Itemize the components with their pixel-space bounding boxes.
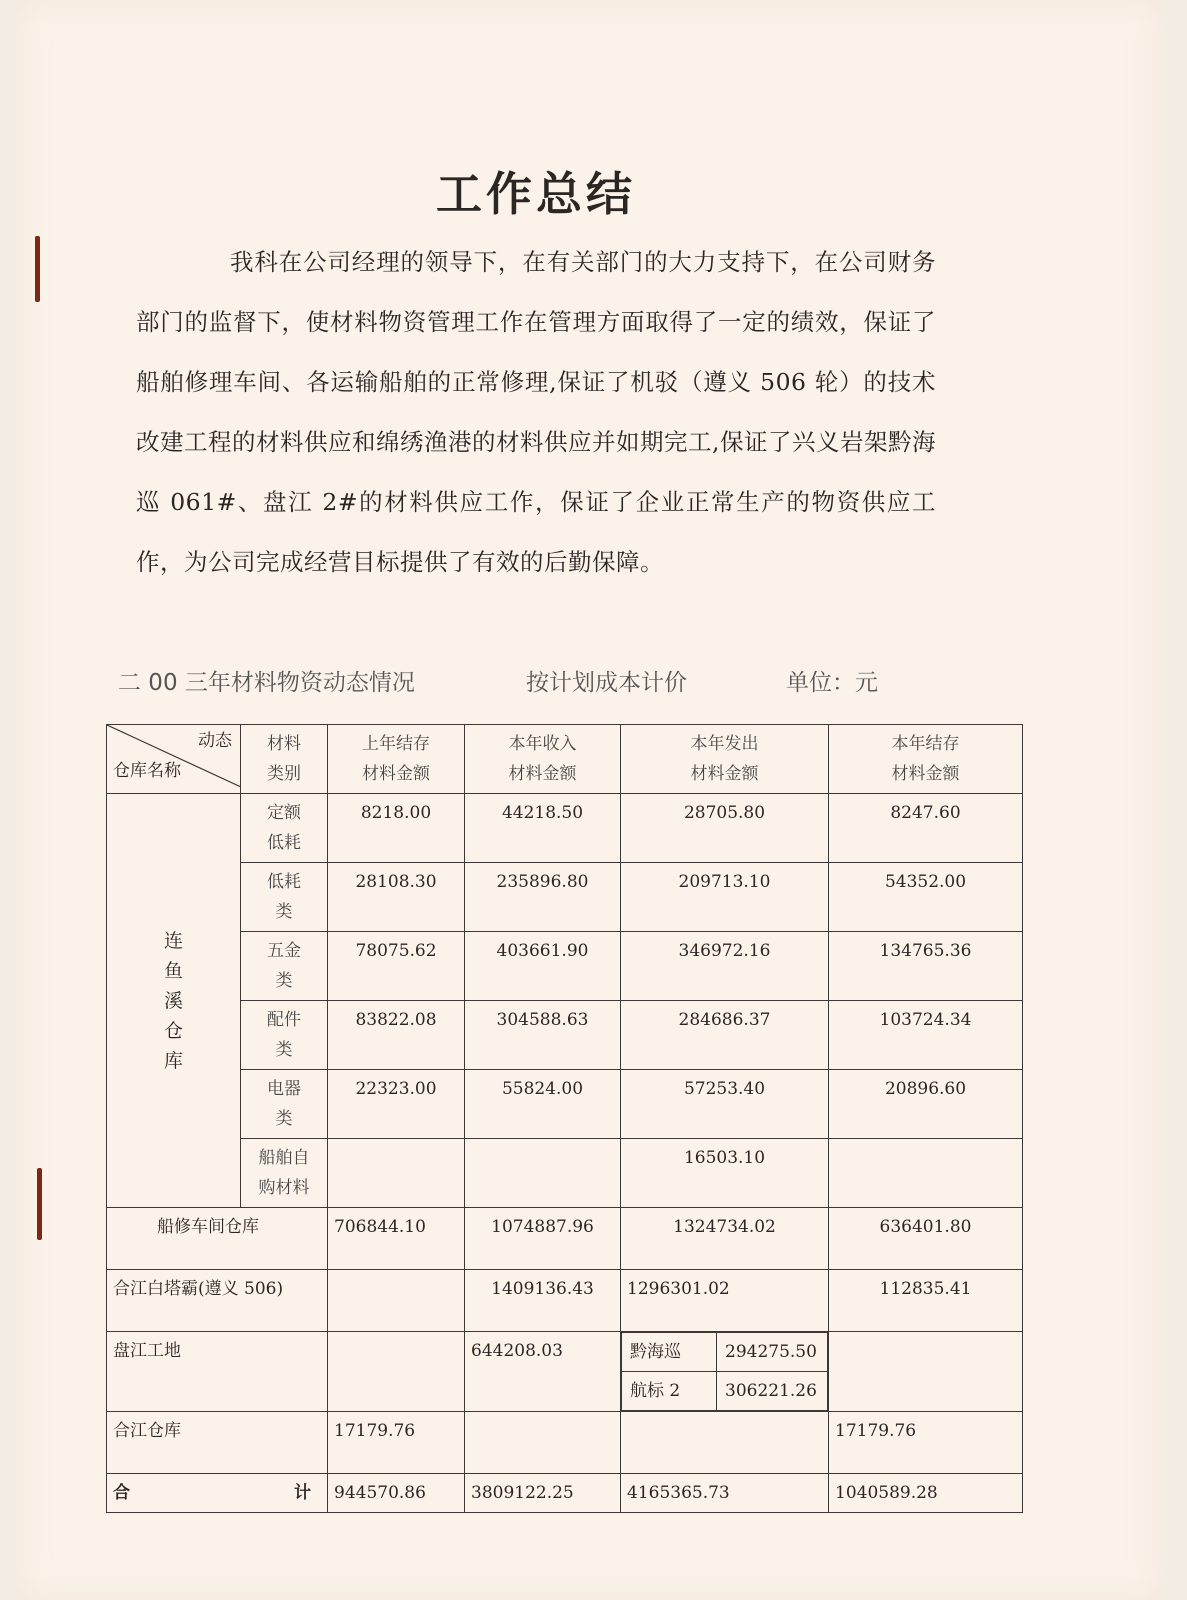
table-caption: 二 00 三年材料物资动态情况 <box>118 670 415 696</box>
table-row <box>107 1001 1023 1070</box>
total-issued: 4165365.73 <box>621 1474 829 1513</box>
issued-cell: 346972.16 <box>621 932 829 1001</box>
table-row <box>107 1139 1023 1208</box>
table-row <box>107 932 1023 1001</box>
prev-balance-cell: 28108.30 <box>328 863 465 932</box>
income-cell: 235896.80 <box>465 863 621 932</box>
split-label: 黔海巡 <box>622 1333 717 1372</box>
balance-cell: 54352.00 <box>829 863 1023 932</box>
income-cell: 644208.03 <box>465 1332 621 1412</box>
prev-balance-cell: 17179.76 <box>328 1412 465 1474</box>
unit-note: 单位：元 <box>786 670 878 696</box>
issued-cell: 209713.10 <box>621 863 829 932</box>
issued-cell: 1324734.02 <box>621 1208 829 1270</box>
income-cell: 55824.00 <box>465 1070 621 1139</box>
balance-cell: 112835.41 <box>829 1270 1023 1332</box>
prev-balance-cell: 78075.62 <box>328 932 465 1001</box>
income-cell: 1409136.43 <box>465 1270 621 1332</box>
warehouse-name: 船修车间仓库 <box>107 1208 328 1270</box>
header-warehouse-label: 仓库名称 <box>113 761 181 781</box>
category-cell: 船舶自 购材料 <box>241 1139 328 1208</box>
prev-balance-cell: 22323.00 <box>328 1070 465 1139</box>
issued-cell <box>621 1412 829 1474</box>
split-row <box>622 1333 828 1372</box>
category-cell: 配件 类 <box>241 1001 328 1070</box>
split-label: 航标 2 <box>622 1372 717 1411</box>
table-row <box>107 1332 1023 1412</box>
table-row <box>107 1412 1023 1474</box>
income-cell: 1074887.96 <box>465 1208 621 1270</box>
balance-cell: 8247.60 <box>829 794 1023 863</box>
total-prev: 944570.86 <box>328 1474 465 1513</box>
total-row <box>107 1474 1023 1513</box>
category-cell: 定额 低耗 <box>241 794 328 863</box>
header-balance: 本年结存 材料金额 <box>829 725 1023 794</box>
table-row <box>107 863 1023 932</box>
pricing-note: 按计划成本计价 <box>526 670 687 696</box>
split-value: 306221.26 <box>717 1372 828 1411</box>
paragraph-text: 我科在公司经理的领导下，在有关部门的大力支持下，在公司财务部门的监督下，使材料物资管理工作在管理方面取得了一定的绩效，保证了船舶修理车间、各运输船舶的正常修理,保证了机驳（遵义 506 轮）的技术改建工程的材料供应和绵绣渔港的材料供应并如期完工,保证了兴义岩架黔海巡 061#、盘江 2#的材料供应工作，保证了企业正常生产的物资供应工作，为公司完成经营目标提供了有效的后勤保障。 <box>136 248 936 576</box>
prev-balance-cell <box>328 1332 465 1412</box>
split-value: 294275.50 <box>717 1333 828 1372</box>
issued-cell: 16503.10 <box>621 1139 829 1208</box>
header-prev-balance: 上年结存 材料金额 <box>328 725 465 794</box>
staple-mark-bottom <box>37 1168 42 1240</box>
prev-balance-cell: 8218.00 <box>328 794 465 863</box>
income-cell: 44218.50 <box>465 794 621 863</box>
header-row <box>107 725 1023 794</box>
total-balance: 1040589.28 <box>829 1474 1023 1513</box>
income-cell <box>465 1139 621 1208</box>
issued-split-table <box>621 1332 828 1411</box>
warehouse-lianyuxi: 连鱼溪仓库 <box>107 794 241 1208</box>
total-income: 3809122.25 <box>465 1474 621 1513</box>
balance-cell: 20896.60 <box>829 1070 1023 1139</box>
issued-cell: 28705.80 <box>621 794 829 863</box>
prev-balance-cell: 706844.10 <box>328 1208 465 1270</box>
category-cell: 五金 类 <box>241 932 328 1001</box>
table-row <box>107 1270 1023 1332</box>
issued-cell: 284686.37 <box>621 1001 829 1070</box>
header-motion-label: 动态 <box>198 731 232 751</box>
balance-cell <box>829 1332 1023 1412</box>
warehouse-name: 合江仓库 <box>107 1412 328 1474</box>
header-diagonal-cell <box>107 725 241 794</box>
header-issued: 本年发出 材料金额 <box>621 725 829 794</box>
category-cell: 低耗 类 <box>241 863 328 932</box>
table-row <box>107 794 1023 863</box>
prev-balance-cell <box>328 1270 465 1332</box>
balance-cell: 17179.76 <box>829 1412 1023 1474</box>
issued-cell: 57253.40 <box>621 1070 829 1139</box>
header-category: 材料 类别 <box>241 725 328 794</box>
income-cell <box>465 1412 621 1474</box>
balance-cell: 636401.80 <box>829 1208 1023 1270</box>
material-table <box>106 724 1023 1513</box>
income-cell: 403661.90 <box>465 932 621 1001</box>
balance-cell <box>829 1139 1023 1208</box>
total-label: 合 计 <box>107 1474 328 1513</box>
prev-balance-cell: 83822.08 <box>328 1001 465 1070</box>
staple-mark-top <box>35 236 40 302</box>
prev-balance-cell <box>328 1139 465 1208</box>
issued-split-cell <box>621 1332 829 1412</box>
warehouse-name: 合江白塔霸(遵义 506) <box>107 1270 328 1332</box>
category-cell: 电器 类 <box>241 1070 328 1139</box>
split-row <box>622 1372 828 1411</box>
warehouse-name: 盘江工地 <box>107 1332 328 1412</box>
balance-cell: 134765.36 <box>829 932 1023 1001</box>
table-row <box>107 1208 1023 1270</box>
header-income: 本年收入 材料金额 <box>465 725 621 794</box>
table-row <box>107 1070 1023 1139</box>
summary-paragraph <box>136 232 936 592</box>
page-title: 工作总结 <box>436 167 636 221</box>
document-page <box>16 0 1161 1600</box>
income-cell: 304588.63 <box>465 1001 621 1070</box>
balance-cell: 103724.34 <box>829 1001 1023 1070</box>
issued-cell: 1296301.02 <box>621 1270 829 1332</box>
